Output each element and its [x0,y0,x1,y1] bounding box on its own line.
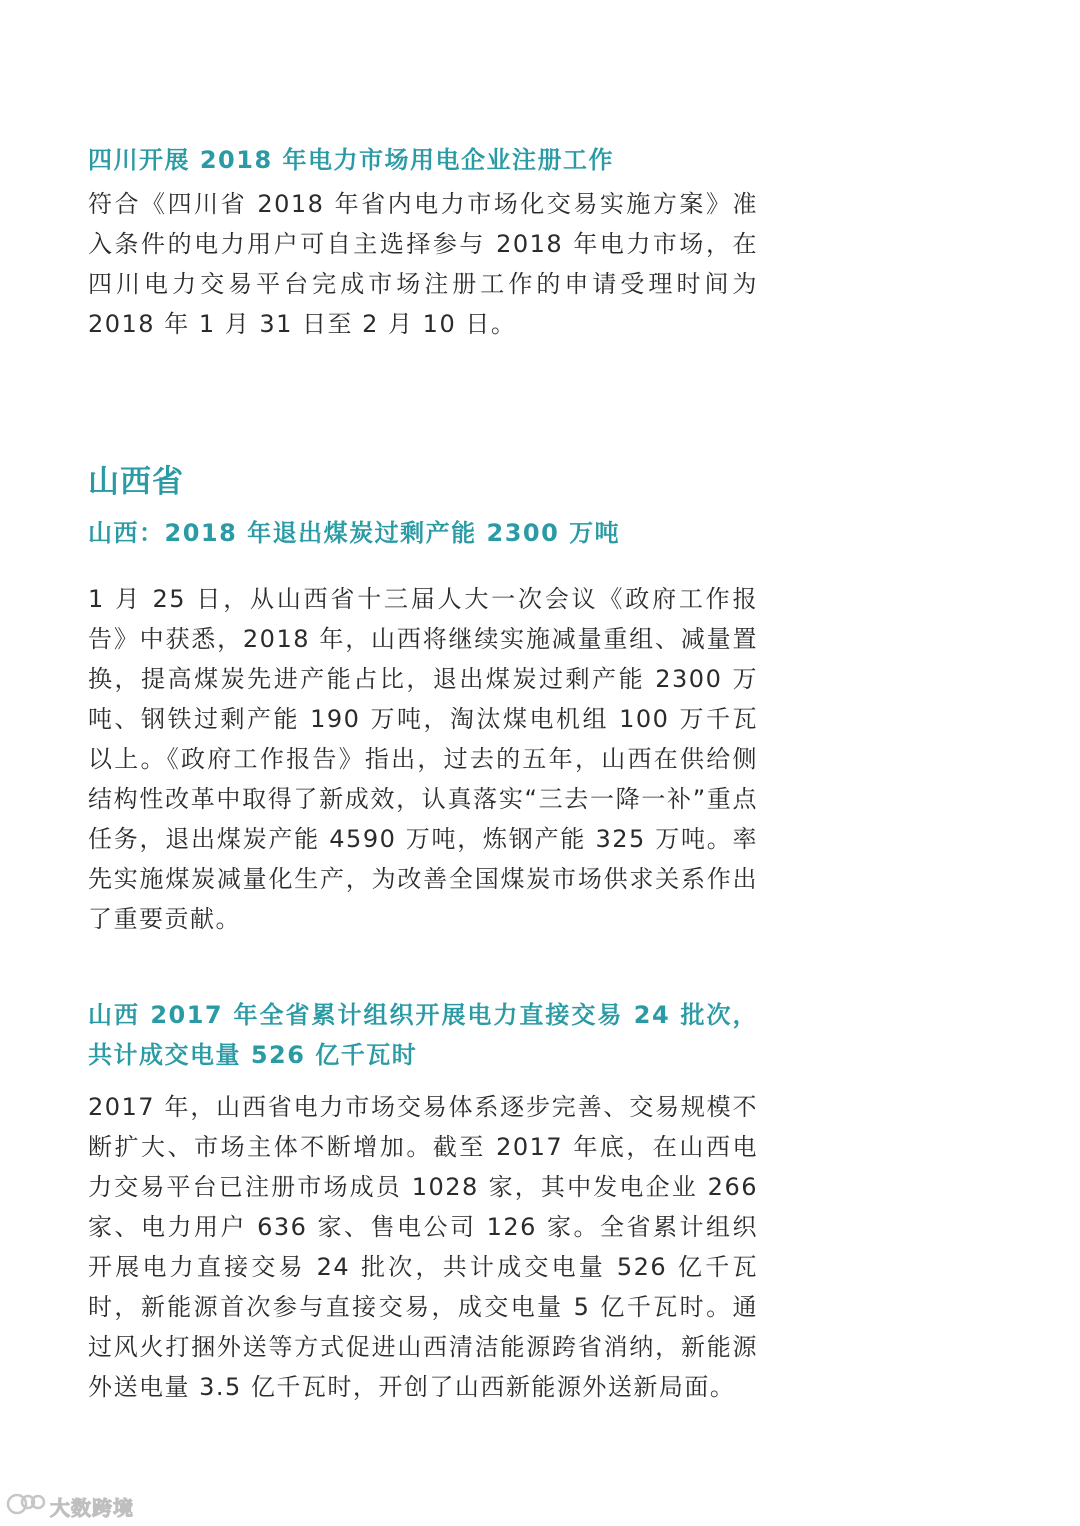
shanxi-article-1-subtitle: 山西：2018 年退出煤炭过剩产能 2300 万吨 [88,519,621,547]
watermark [6,1491,134,1522]
sichuan-subtitle: 四川开展 2018 年电力市场用电企业注册工作 [88,146,615,174]
shanxi-section-heading: 山西省 [88,464,184,500]
watermark-text: 大数跨境 [50,1496,134,1520]
shanxi-article-2 [88,995,758,1407]
shanxi-article-2-paragraph: 2017 年，山西省电力市场交易体系逐步完善、交易规模不断扩大、市场主体不断增加。截至 2017 年底，在山西电力交易平台已注册市场成员 1028 家，其中发电企业 266 家、电力用户 636 家、售电公司 126 家。全省累计组织开展电力直接交易 24 批次，共计成交电量 526 亿千瓦时，新能源首次参与直接交易，成交电量 5 亿千瓦时。通过风火打捆外送等方式促进山西清洁能源跨省消纳，新能源外送电量 3.5 亿千瓦时，开创了山西新能源外送新局面。 [88,1093,758,1401]
shanxi-article-1 [88,513,758,939]
shanxi-article-1-paragraph: 1 月 25 日，从山西省十三届人大一次会议《政府工作报告》中获悉，2018 年，山西将继续实施减量重组、减量置换，提高煤炭先进产能占比，退出煤炭过剩产能 2300 万吨、钢铁过剩产能 190 万吨，淘汰煤电机组 100 万千瓦以上。《政府工作报告》指出，过去的五年，山西在供给侧结构性改革中取得了新成效，认真落实“三去一降一补”重点任务，退出煤炭产能 4590 万吨，炼钢产能 325 万吨。率先实施煤炭减量化生产，为改善全国煤炭市场供求关系作出了重要贡献。 [88,585,758,933]
sichuan-article [88,140,758,344]
sichuan-paragraph: 符合《四川省 2018 年省内电力市场化交易实施方案》准入条件的电力用户可自主选择参与 2018 年电力市场，在四川电力交易平台完成市场注册工作的申请受理时间为 2018 年 1 月 31 日至 2 月 10 日。 [88,190,758,338]
brand-logo-icon [6,1491,50,1522]
shanxi-article-2-subtitle: 山西 2017 年全省累计组织开展电力直接交易 24 批次，共计成交电量 526 亿千瓦时 [88,1001,758,1069]
